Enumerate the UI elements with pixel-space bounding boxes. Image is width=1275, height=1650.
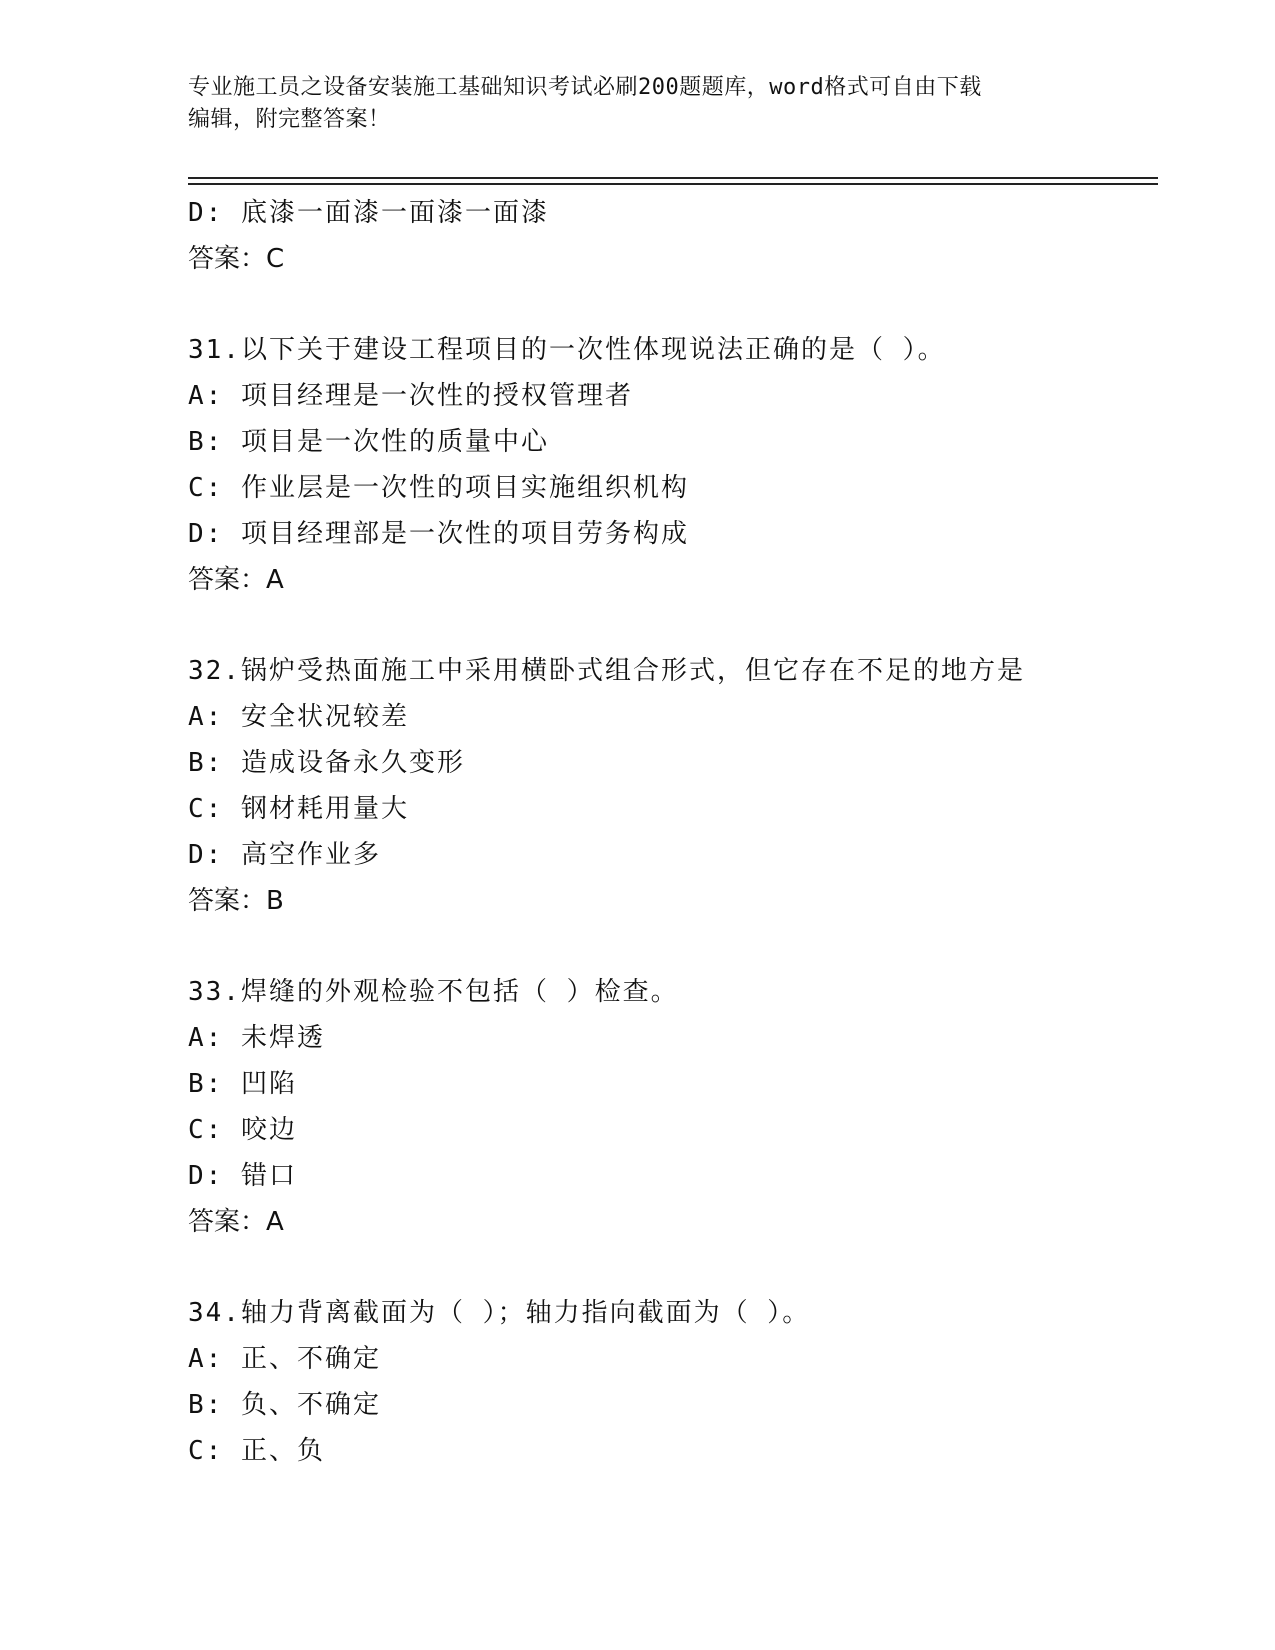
header-title-line-2: 编辑，附完整答案！: [188, 107, 391, 132]
option-a: A: 未焊透: [188, 1023, 325, 1053]
option-d: D: 底漆一面漆一面漆一面漆: [188, 198, 549, 228]
question-title: 32.锅炉受热面施工中采用横卧式组合形式，但它存在不足的地方是: [188, 656, 1025, 686]
answer-line: 答案：A: [188, 1207, 284, 1237]
header-divider-bottom: [188, 183, 1158, 185]
header-title-line-1: 专业施工员之设备安装施工基础知识考试必刷200题题库，word格式可自由下载: [188, 75, 982, 100]
option-b: B: 项目是一次性的质量中心: [188, 427, 549, 457]
document-header: [188, 72, 1068, 136]
option-d: D: 错口: [188, 1161, 297, 1191]
option-a: A: 正、不确定: [188, 1344, 381, 1374]
spacer: [188, 603, 1148, 648]
option-d: D: 项目经理部是一次性的项目劳务构成: [188, 519, 689, 549]
previous-question-tail: [188, 190, 1148, 282]
option-b: B: 造成设备永久变形: [188, 748, 465, 778]
option-c: C: 作业层是一次性的项目实施组织机构: [188, 473, 689, 503]
spacer: [188, 924, 1148, 969]
answer-line: 答案：C: [188, 244, 285, 274]
option-b: B: 负、不确定: [188, 1390, 381, 1420]
question-list: [188, 190, 1148, 1474]
answer-line: 答案：B: [188, 886, 284, 916]
option-c: C: 钢材耗用量大: [188, 794, 409, 824]
question-31: [188, 327, 1148, 603]
option-a: A: 项目经理是一次性的授权管理者: [188, 381, 633, 411]
header-divider-top: [188, 177, 1158, 179]
option-a: A: 安全状况较差: [188, 702, 409, 732]
spacer: [188, 1245, 1148, 1290]
option-d: D: 高空作业多: [188, 840, 381, 870]
answer-line: 答案：A: [188, 565, 284, 595]
option-c: C: 正、负: [188, 1436, 325, 1466]
spacer: [188, 282, 1148, 327]
question-title: 31.以下关于建设工程项目的一次性体现说法正确的是（ ）。: [188, 335, 946, 365]
option-b: B: 凹陷: [188, 1069, 297, 1099]
option-c: C: 咬边: [188, 1115, 297, 1145]
question-title: 34.轴力背离截面为（ ）；轴力指向截面为（ ）。: [188, 1298, 811, 1328]
question-33: [188, 969, 1148, 1245]
question-34: [188, 1290, 1148, 1474]
question-title: 33.焊缝的外观检验不包括（ ）检查。: [188, 977, 679, 1007]
question-32: [188, 648, 1148, 924]
